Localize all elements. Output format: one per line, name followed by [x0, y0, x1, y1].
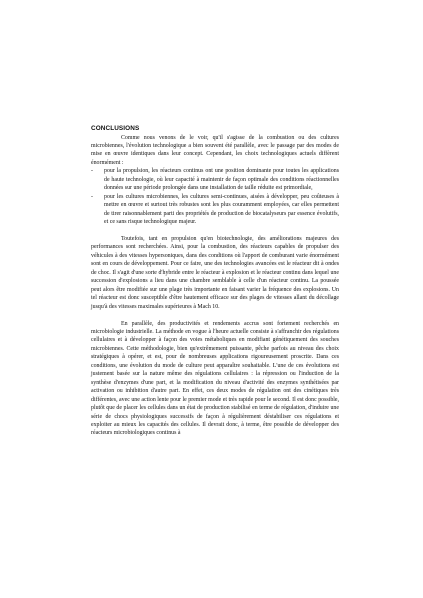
- paragraph-spacer: [91, 311, 339, 320]
- bullet-text: pour la propulsion, les réacteurs continus ont une position dominante pour toutes les applications de haute technologie, où leur capacité à maintenir de façon optimale des conditions réactionnelles données sur une période prolongée dans une installation de taille réduite est primordiale,: [104, 168, 339, 192]
- bullet-item-propulsion: [91, 167, 339, 192]
- bullet-list: [91, 167, 339, 226]
- document-page: [91, 125, 339, 438]
- propulsion-paragraph: Toutefois, tant en propulsion qu'en biotechnologie, des améliorations majeures des performances sont recherchées. Ainsi, pour la combustion, des réacteurs capables de propulser des véhicules à des vitesses hypersoniques, dans des conditions où l'apport de comburant varie énormément sont en cours de développement. Pour ce faire, une des technologies avancées est le réacteur dit à ondes de choc. Il s'agit d'une sorte d'hybride entre le réacteur à explosion et le réacteur continu dans lequel une succession d'explosions a lieu dans une chambre semblable à celle d'un réacteur continu. La poussée peut alors être modifiée sur une plage très importante en faisant varier la fréquence des explosions. Un tel réacteur est donc susceptible d'être hautement efficace sur des plages de vitesses allant du décollage jusqu'à des vitesses maximales supérieures à Mach 10.: [91, 235, 339, 310]
- section-heading: CONCLUSIONS: [91, 125, 140, 132]
- bullet-marker: -: [91, 193, 93, 200]
- microbiology-paragraph: En parallèle, des productivités et rendements accrus sont fortement recherchés en microbiologie industrielle. La méthode en vogue à l'heure actuelle consiste à s'affranchir des régulations cellulaires et à développer à façon des voies métaboliques en modifiant génétiquement des souches microbiennes. Cette méthodologie, bien qu'extrêmement puissante, pêche parfois au niveau des choix stratégiques à opérer, et est, pour de nombreuses applications rigoureusement proscrite. Dans ces conditions, une évolution du mode de culture peut apparaître souhaitable. L'une de ces évolutions est justement basée sur la nature même des régulations cellulaires : la répression ou l'induction de la synthèse d'enzymes d'une part, et la modification du niveau d'activité des enzymes synthétisées par activation ou inhibition d'autre part. En effet, ces deux modes de régulation ont des cinétiques très différentes, avec une action lente pour le premier mode et très rapide pour le second. Il est donc possible, plutôt que de placer les cellules dans un état de production stabilisé en terme de régulation, d'induire une série de chocs physiologiques successifs de façon à régulièrement déstabiliser ces régulations et exploiter au mieux les capacités des cellules. Il devrait donc, à terme, être possible de développer des réacteurs microbiologiques continus à: [91, 320, 339, 437]
- bullet-marker: -: [91, 168, 93, 175]
- paragraph-spacer: [91, 226, 339, 235]
- intro-paragraph: Comme nous venons de le voir, qu'il s'agisse de la combustion ou des cultures microbiennes, l'évolution technologique a bien souvent été parallèle, avec le passage par des modes de mise en œuvre identiques dans leur concept. Cependant, les choix technologiques actuels diffèrent énormément :: [91, 134, 339, 166]
- bullet-text: pour les cultures microbiennes, les cultures semi-continues, aisées à développer, peu coûteuses à mettre en œuvre et surtout très robustes sont les plus couramment employées, car elles permettent de tirer raisonnablement parti des propriétés de production de biocatalyseurs par essence évolutifs, et ce sans risque technologique majeur.: [104, 193, 339, 226]
- bullet-item-cultures: [91, 193, 339, 227]
